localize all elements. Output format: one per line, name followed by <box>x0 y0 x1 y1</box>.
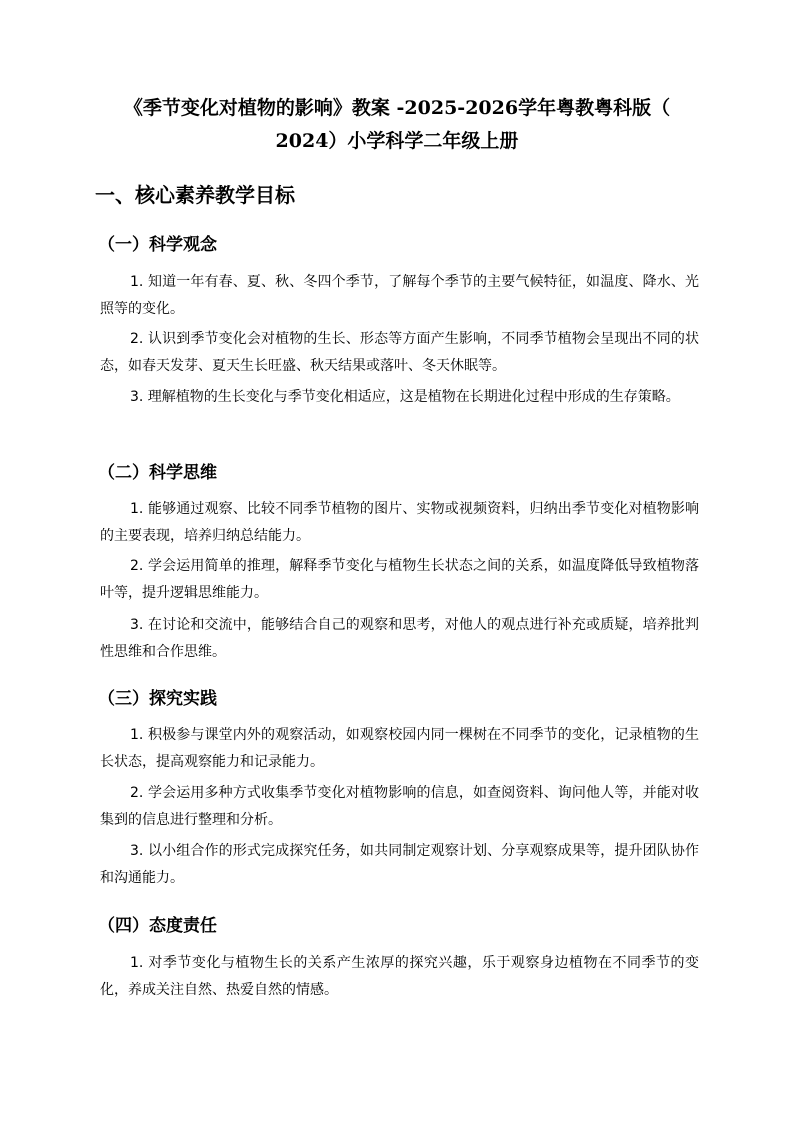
objective-item: 1. 知道一年有春、夏、秋、冬四个季节，了解每个季节的主要气候特征，如温度、降水、光照等的变化。 <box>100 274 699 317</box>
objective-item: 3. 理解植物的生长变化与季节变化相适应，这是植物在长期进化过程中形成的生存策略。 <box>130 389 680 405</box>
objective-item: 1. 积极参与课堂内外的观察活动，如观察校园内同一棵树在不同季节的变化，记录植物的生长状态，提高观察能力和记录能力。 <box>100 727 699 770</box>
subsection-heading-inquiry-practice: （三）探究实践 <box>98 689 217 709</box>
objective-item: 1. 对季节变化与植物生长的关系产生浓厚的探究兴趣，乐于观察身边植物在不同季节的变化，养成关注自然、热爱自然的情感。 <box>100 955 699 998</box>
subsection-heading-attitude-responsibility: （四）态度责任 <box>98 916 217 936</box>
objective-item: 2. 认识到季节变化会对植物的生长、形态等方面产生影响，不同季节植物会呈现出不同的状态，如春天发芽、夏天生长旺盛、秋天结果或落叶、冬天休眠等。 <box>100 331 699 374</box>
objective-item: 2. 学会运用简单的推理，解释季节变化与植物生长状态之间的关系，如温度降低导致植物落叶等，提升逻辑思维能力。 <box>100 558 699 601</box>
objective-item: 1. 能够通过观察、比较不同季节植物的图片、实物或视频资料，归纳出季节变化对植物影响的主要表现，培养归纳总结能力。 <box>100 501 699 544</box>
document-title: 《季节变化对植物的影响》教案 -2025-2026学年粤教粤科版（ 2024）小学科学二年级上册 <box>123 97 671 152</box>
subsection-heading-scientific-concepts: （一）科学观念 <box>98 235 217 255</box>
section-heading-core-literacy: 一、核心素养教学目标 <box>95 183 295 207</box>
objective-item: 3. 以小组合作的形式完成探究任务，如共同制定观察计划、分享观察成果等，提升团队协作和沟通能力。 <box>100 843 699 886</box>
subsection-heading-scientific-thinking: （二）科学思维 <box>98 463 217 483</box>
objective-item: 2. 学会运用多种方式收集季节变化对植物影响的信息，如查阅资料、询问他人等，并能对收集到的信息进行整理和分析。 <box>100 785 699 828</box>
objective-item: 3. 在讨论和交流中，能够结合自己的观察和思考，对他人的观点进行补充或质疑，培养批判性思维和合作思维。 <box>100 617 699 660</box>
